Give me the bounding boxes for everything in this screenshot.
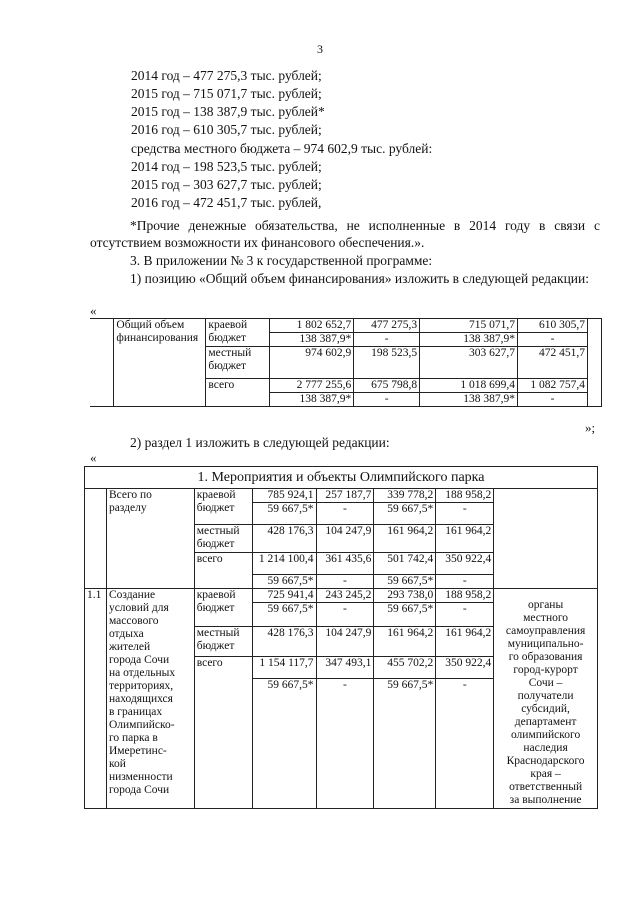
cell: 339 778,2 xyxy=(374,489,436,503)
cell: 785 924,1 xyxy=(252,489,316,503)
cell: - xyxy=(518,393,588,407)
cell: - xyxy=(316,503,374,525)
row-label: местный бюджет xyxy=(194,525,252,553)
cell: 1 214 100,4 xyxy=(252,553,316,575)
cell: 472 451,7 xyxy=(518,347,588,379)
cell: 2 777 255,6 xyxy=(270,379,354,393)
cell: - xyxy=(436,679,494,809)
table1-title: Общий объем финансирования xyxy=(114,319,206,407)
cell: 59 667,5* xyxy=(252,503,316,525)
funding-line: 2016 год – 610 305,7 тыс. рублей; xyxy=(131,122,322,137)
funding-line: 2015 год – 303 627,7 тыс. рублей; xyxy=(131,177,322,192)
funding-line: 2014 год – 477 275,3 тыс. рублей; xyxy=(131,68,322,83)
cell: 59 667,5* xyxy=(374,503,436,525)
row-label: краевой бюджет xyxy=(206,319,270,347)
responsible-parties: органы местного самоуправления муниципально- го образования город-курорт Сочи – получатели субсидий, департамент олимпийского наследия Краснодарского края – ответственный за выполнение xyxy=(494,589,598,809)
cell: 303 627,7 xyxy=(420,347,518,379)
open-quote: « xyxy=(90,450,97,465)
cell: 59 667,5* xyxy=(252,603,316,627)
cell: 725 941,4 xyxy=(252,589,316,603)
cell: 188 958,2 xyxy=(436,589,494,603)
row-label: местный бюджет xyxy=(206,347,270,379)
cell: 59 667,5* xyxy=(252,679,316,809)
cell: - xyxy=(316,575,374,589)
cell: 350 922,4 xyxy=(436,657,494,679)
funding-line: 2015 год – 715 071,7 тыс. рублей; xyxy=(131,86,322,101)
close-quote: »; xyxy=(585,420,596,435)
row-label: краевой бюджет xyxy=(194,589,252,627)
footnote-text: *Прочие денежные обязательства, не исполненные в 2014 году в связи с отсутствием возможности их финансового обеспечения.». xyxy=(90,218,600,250)
open-quote: « xyxy=(90,303,97,318)
cell: - xyxy=(436,575,494,589)
cell: 161 964,2 xyxy=(436,627,494,657)
cell: - xyxy=(436,603,494,627)
cell: 59 667,5* xyxy=(374,603,436,627)
cell: - xyxy=(518,333,588,347)
cell: 243 245,2 xyxy=(316,589,374,603)
row-label: всего xyxy=(194,657,252,809)
cell: 428 176,3 xyxy=(252,627,316,657)
funding-line: 2016 год – 472 451,7 тыс. рублей, xyxy=(131,195,322,210)
section-header: 1. Мероприятия и объекты Олимпийского парка xyxy=(85,467,598,489)
row-label: местный бюджет xyxy=(194,627,252,657)
cell: 59 667,5* xyxy=(374,575,436,589)
cell: 59 667,5* xyxy=(252,575,316,589)
cell: 188 958,2 xyxy=(436,489,494,503)
row-label: краевой бюджет xyxy=(194,489,252,525)
cell: 104 247,9 xyxy=(316,525,374,553)
item-number: 1.1 xyxy=(85,589,107,809)
cell: 198 523,5 xyxy=(354,347,420,379)
cell: 675 798,8 xyxy=(354,379,420,393)
cell: - xyxy=(436,503,494,525)
cell: 161 964,2 xyxy=(374,627,436,657)
page-number: 3 xyxy=(317,42,323,56)
cell: 104 247,9 xyxy=(316,627,374,657)
cell: 1 082 757,4 xyxy=(518,379,588,393)
cell: 1 154 117,7 xyxy=(252,657,316,679)
cell: 138 387,9* xyxy=(270,393,354,407)
total-label: Всего по разделу xyxy=(106,489,194,589)
row-label: всего xyxy=(194,553,252,589)
cell: 138 387,9* xyxy=(270,333,354,347)
cell: - xyxy=(316,603,374,627)
cell: 361 435,6 xyxy=(316,553,374,575)
cell: 428 176,3 xyxy=(252,525,316,553)
cell: 477 275,3 xyxy=(354,319,420,333)
cell: - xyxy=(316,679,374,809)
cell: 455 702,2 xyxy=(374,657,436,679)
cell: 715 071,7 xyxy=(420,319,518,333)
financing-table xyxy=(90,318,602,407)
cell: 347 493,1 xyxy=(316,657,374,679)
cell: - xyxy=(354,393,420,407)
cell: 501 742,4 xyxy=(374,553,436,575)
cell: 161 964,2 xyxy=(374,525,436,553)
cell: 1 802 652,7 xyxy=(270,319,354,333)
cell: 293 738,0 xyxy=(374,589,436,603)
item-3: 3. В приложении № 3 к государственной программе: xyxy=(130,253,433,268)
cell: 1 018 699,4 xyxy=(420,379,518,393)
item-description: Создание условий для массового отдыха жителей города Сочи на отдельных территориях, находящихся в границах Олимпийско- го парка в Имеретинс- кой низменности города Сочи xyxy=(106,589,194,809)
funding-line: 2015 год – 138 387,9 тыс. рублей* xyxy=(131,104,325,119)
cell: 59 667,5* xyxy=(374,679,436,809)
funding-line: 2014 год – 198 523,5 тыс. рублей; xyxy=(131,159,322,174)
cell: 350 922,4 xyxy=(436,553,494,575)
cell: 138 387,9* xyxy=(420,393,518,407)
row-label: всего xyxy=(206,379,270,407)
cell: - xyxy=(354,333,420,347)
item-3-1: 1) позицию «Общий объем финансирования» изложить в следующей редакции: xyxy=(130,271,590,286)
cell: 138 387,9* xyxy=(420,333,518,347)
cell: 161 964,2 xyxy=(436,525,494,553)
cell: 257 187,7 xyxy=(316,489,374,503)
cell: 974 602,9 xyxy=(270,347,354,379)
item-3-2: 2) раздел 1 изложить в следующей редакции: xyxy=(130,435,390,450)
cell: 610 305,7 xyxy=(518,319,588,333)
funding-line: средства местного бюджета – 974 602,9 тыс. рублей: xyxy=(131,141,433,156)
section-1-table xyxy=(84,466,598,809)
